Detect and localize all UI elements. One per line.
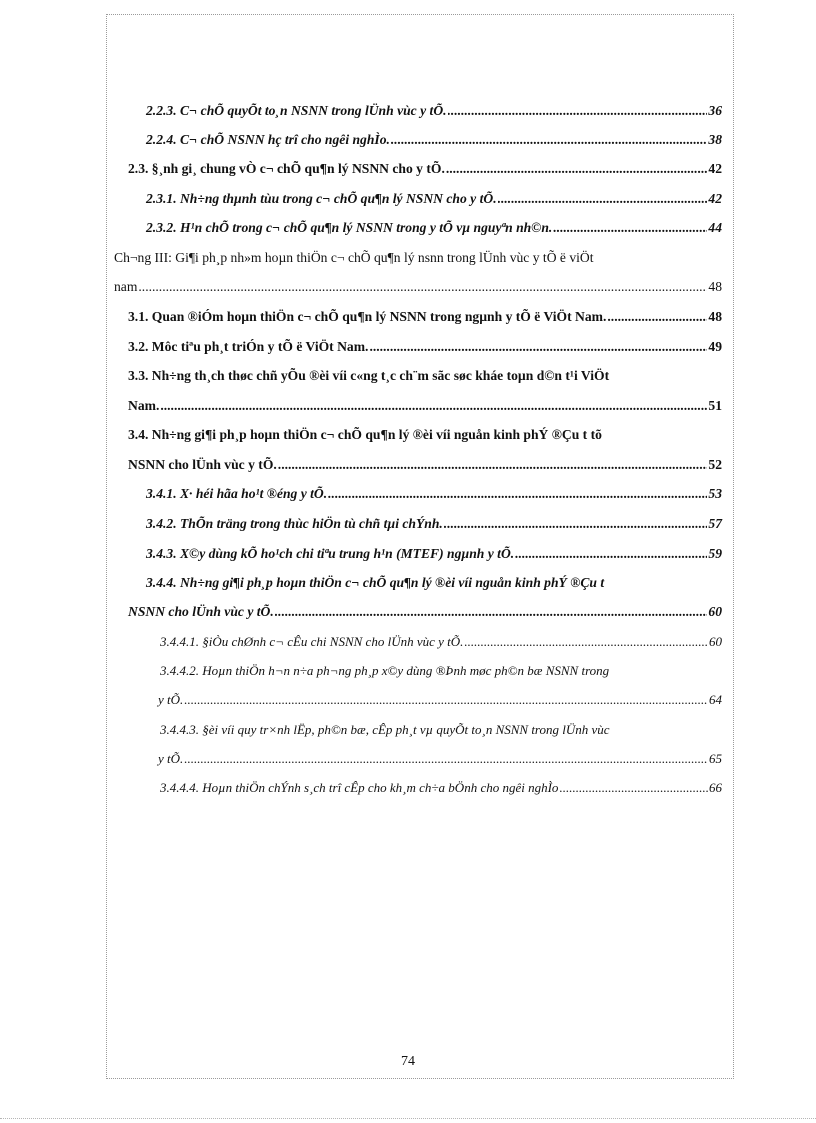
dot-leader <box>184 750 708 768</box>
toc-entry-3-3-line2[interactable]: Nam. ..... 51 <box>128 397 722 415</box>
toc-entry-3-4-4-line1[interactable]: 3.4.4. Nh÷ng gi¶i ph¸p hoµn thiÖn c¬ chÕ qu¶n lý ®èi víi nguån kinh phÝ ®Çu t <box>146 575 605 590</box>
toc-entry-2-3-1[interactable]: 2.3.1. Nh÷ng thµnh tùu trong c¬ chÕ qu¶n lý NSNN cho y tÕ. ..... 42 <box>146 190 722 208</box>
toc-entry-3-4-4-3-line1[interactable]: 3.4.4.3. §èi víi quy tr×nh lËp, ph©n bæ, cÊp ph¸t vµ quyÕt to¸n NSNN trong lÜnh vùc <box>160 722 610 737</box>
dot-leader <box>160 397 707 415</box>
toc-entry-chapter-3-line1[interactable]: Ch¬ng III: Gi¶i ph¸p nh»m hoµn thiÖn c¬ chÕ qu¶n lý nsnn trong lÜnh vùc y tÕ ë viÖt <box>114 250 594 265</box>
toc-entry-3-4-4-4[interactable]: 3.4.4.4. Hoµn thiÖn chÝnh s¸ch trî cÊp cho kh¸m ch÷a bÖnh cho ngêi nghÌo ..... 66 <box>160 779 722 797</box>
toc-entry-3-4-1[interactable]: 3.4.1. X· héi hãa ho¹t ®éng y tÕ. ..... 53 <box>146 485 722 503</box>
toc-entry-3-4-4-2-line2[interactable]: y tÕ. ..... 64 <box>158 691 722 709</box>
dot-leader <box>559 779 708 797</box>
dot-leader <box>448 102 708 120</box>
dot-leader <box>278 456 708 474</box>
toc-entry-3-4-4-2-line1[interactable]: 3.4.4.2. Hoµn thiÖn h¬n n÷a ph¬ng ph¸p x©y dùng ®Þnh møc ph©n bæ NSNN trong <box>160 663 610 678</box>
toc-entry-3-4-line1[interactable]: 3.4. Nh÷ng gi¶i ph¸p hoµn thiÖn c¬ chÕ qu¶n lý ®èi víi nguån kinh phÝ ®Çu t tõ <box>128 427 602 442</box>
toc-entry-3-3-line1[interactable]: 3.3. Nh÷ng th¸ch thøc chñ yÕu ®èi víi c«ng t¸c ch¨m sãc søc kháe toµn d©n t¹i ViÖt <box>128 368 610 383</box>
page-bottom-rule <box>0 1118 816 1119</box>
page-number: 74 <box>401 1054 415 1069</box>
toc-entry-3-4-4-line2[interactable]: NSNN cho lÜnh vùc y tÕ. ..... 60 <box>128 603 722 621</box>
dot-leader <box>553 219 707 237</box>
toc-entry-2-3-2[interactable]: 2.3.2. H¹n chÕ trong c¬ chÕ qu¶n lý NSNN trong y tÕ vµ nguyªn nh©n. ..... 44 <box>146 219 722 237</box>
dot-leader <box>446 160 708 178</box>
dot-leader <box>328 485 707 503</box>
dot-leader <box>138 278 707 296</box>
toc-entry-2-2-4[interactable]: 2.2.4. C¬ chÕ NSNN hç trî cho ngêi nghÌo. ..... 38 <box>146 131 722 149</box>
dot-leader <box>498 190 708 208</box>
toc-entry-2-2-3[interactable]: 2.2.3. C¬ chÕ quyÕt to¸n NSNN trong lÜnh vùc y tÕ. ..... 36 <box>146 102 722 120</box>
dot-leader <box>444 515 708 533</box>
toc-entry-3-4-4-3-line2[interactable]: y tÕ. ..... 65 <box>158 750 722 768</box>
toc-entry-3-4-4-1[interactable]: 3.4.4.1. §iÒu chØnh c¬ cÊu chi NSNN cho lÜnh vùc y tÕ. ..... 60 <box>160 633 722 651</box>
dot-leader <box>369 338 707 356</box>
toc-entry-chapter-3-line2[interactable]: nam ..... 48 <box>114 278 722 296</box>
toc-entry-3-2[interactable]: 3.2. Môc tiªu ph¸t triÓn y tÕ ë ViÖt Nam. ..... 49 <box>128 338 722 356</box>
dot-leader <box>184 691 708 709</box>
dot-leader <box>464 633 708 651</box>
toc-entry-3-4-line2[interactable]: NSNN cho lÜnh vùc y tÕ. ..... 52 <box>128 456 722 474</box>
toc-entry-3-1[interactable]: 3.1. Quan ®iÓm hoµn thiÖn c¬ chÕ qu¶n lý NSNN trong ngµnh y tÕ ë ViÖt Nam. ..... 48 <box>128 308 722 326</box>
toc-entry-2-3[interactable]: 2.3. §¸nh gi¸ chung vÒ c¬ chÕ qu¶n lý NSNN cho y tÕ. ..... 42 <box>128 160 722 178</box>
dot-leader <box>607 308 707 326</box>
dot-leader <box>391 131 708 149</box>
toc-entry-3-4-3[interactable]: 3.4.3. X©y dùng kÕ ho¹ch chi tiªu trung h¹n (MTEF) ngµnh y tÕ. ..... 59 <box>146 545 722 563</box>
dot-leader <box>275 603 708 621</box>
toc-entry-3-4-2[interactable]: 3.4.2. ThÕn träng trong thùc hiÖn tù chñ tµi chÝnh. ..... 57 <box>146 515 722 533</box>
dot-leader <box>515 545 707 563</box>
